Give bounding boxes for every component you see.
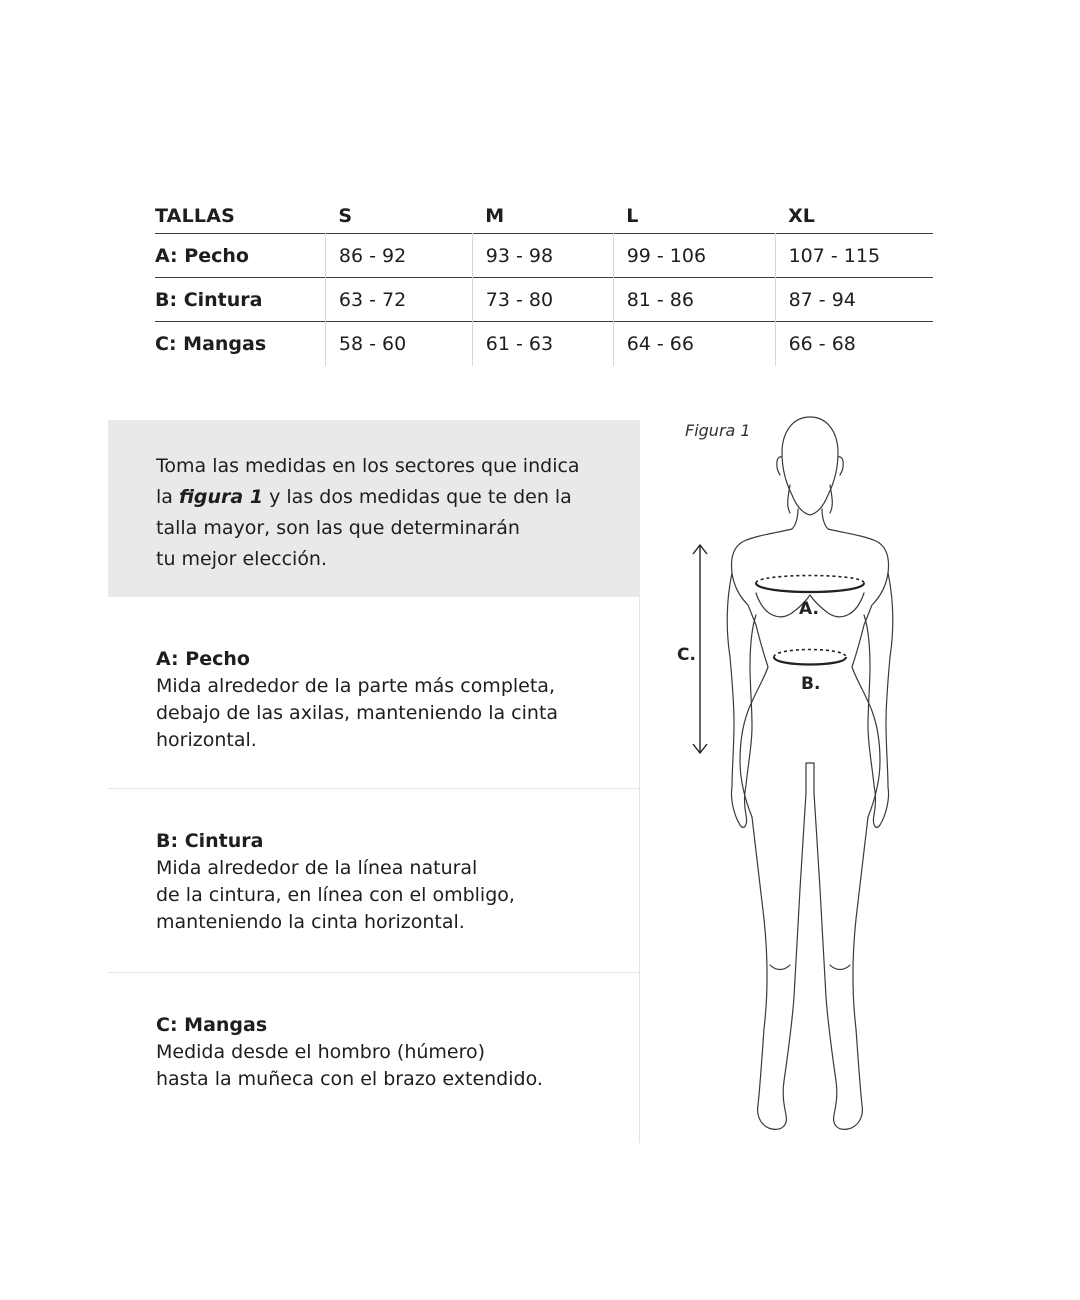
intro-line-2a: la <box>156 486 179 508</box>
table-cell: 86 - 92 <box>325 234 472 278</box>
row-label: C: Mangas <box>155 332 267 355</box>
table-cell: 99 - 106 <box>613 234 775 278</box>
intro-line-3: talla mayor, son las que determinarán <box>156 517 520 539</box>
measure-desc-line: debajo de las axilas, manteniendo la cinta <box>156 702 559 724</box>
table-cell: 81 - 86 <box>613 278 775 322</box>
header-size-m: M <box>485 205 505 227</box>
intro-line-4: tu mejor elección. <box>156 548 328 570</box>
table-cell: 87 - 94 <box>775 278 933 322</box>
table-row-pecho <box>155 234 933 278</box>
table-cell: 107 - 115 <box>775 234 933 278</box>
figure-head <box>782 417 838 515</box>
section-divider <box>108 788 640 789</box>
table-cell: 66 - 68 <box>775 322 933 366</box>
header-size-xl: XL <box>788 205 815 227</box>
size-table <box>155 193 933 366</box>
table-cell: 58 - 60 <box>325 322 472 366</box>
row-label: A: Pecho <box>155 244 249 267</box>
measure-desc-line: Mida alrededor de la parte más completa, <box>156 675 555 697</box>
measure-desc-line: manteniendo la cinta horizontal. <box>156 911 465 933</box>
table-cell: 64 - 66 <box>613 322 775 366</box>
figure-leg-left <box>752 793 806 1129</box>
header-tallas: TALLAS <box>155 205 235 227</box>
figure-torso-left <box>732 529 793 817</box>
table-cell: 93 - 98 <box>472 234 613 278</box>
measure-desc-line: hasta la muñeca con el brazo extendido. <box>156 1068 543 1090</box>
measure-desc-line: Medida desde el hombro (húmero) <box>156 1041 486 1063</box>
figure-arm-right <box>864 573 893 827</box>
table-cell: 61 - 63 <box>472 322 613 366</box>
measure-desc-line: horizontal. <box>156 729 257 751</box>
figure-leg-right <box>814 793 868 1129</box>
measure-desc-line: de la cintura, en línea con el ombligo, <box>156 884 515 906</box>
intro-text <box>156 451 626 575</box>
table-row-cintura <box>155 278 933 322</box>
measure-mangas <box>156 1012 626 1093</box>
measure-title: C: Mangas <box>156 1014 268 1036</box>
letter-b: B. <box>801 674 821 694</box>
header-size-l: L <box>626 205 639 227</box>
letter-c: C. <box>677 645 696 665</box>
figure-label: Figura 1 <box>685 421 751 440</box>
intro-figure-ref: figura 1 <box>178 486 264 508</box>
measure-pecho <box>156 646 626 754</box>
size-table-header <box>155 193 933 234</box>
measure-c-marker <box>677 545 707 753</box>
row-label: B: Cintura <box>155 288 263 311</box>
measure-cintura <box>156 828 626 936</box>
section-divider <box>108 972 640 973</box>
header-size-s: S <box>338 205 353 227</box>
measure-b-marker <box>774 650 846 695</box>
intro-line-2b: y las dos medidas que te den la <box>263 486 572 508</box>
intro-line-1: Toma las medidas en los sectores que indica <box>156 455 580 477</box>
measure-desc-line: Mida alrededor de la línea natural <box>156 857 478 879</box>
column-divider <box>639 597 640 1143</box>
figure-arm-left <box>727 573 756 827</box>
body-figure-illustration <box>660 405 920 1145</box>
measure-title: B: Cintura <box>156 830 264 852</box>
table-cell: 73 - 80 <box>472 278 613 322</box>
intro-box <box>108 420 640 597</box>
figure-torso-right <box>828 529 889 817</box>
measure-a-marker <box>756 576 864 620</box>
table-row-mangas <box>155 322 933 366</box>
letter-a: A. <box>799 599 819 619</box>
measure-title: A: Pecho <box>156 648 250 670</box>
table-cell: 63 - 72 <box>325 278 472 322</box>
figure-neck <box>792 509 828 529</box>
